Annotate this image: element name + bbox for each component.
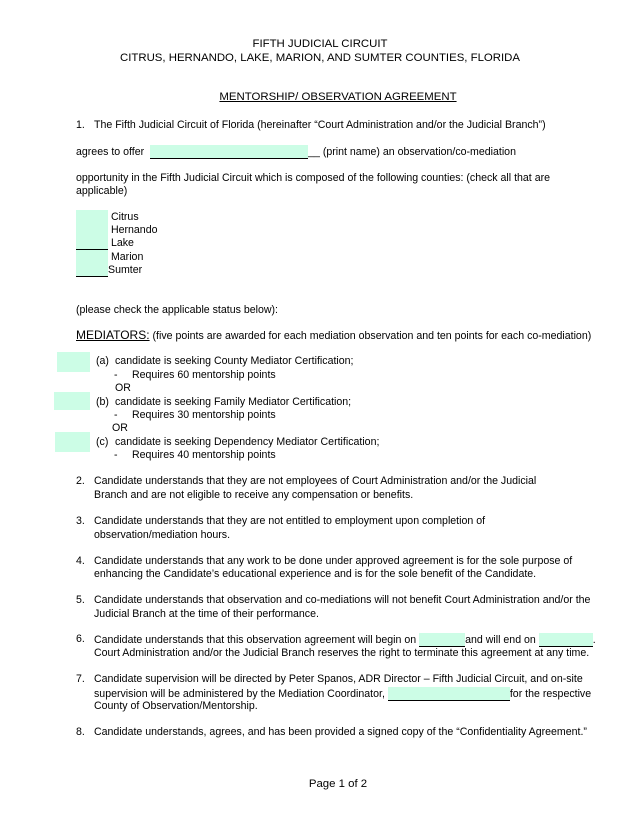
option-a-requirement: Requires 60 mentorship points: [132, 369, 276, 381]
county-row-citrus: [76, 210, 139, 224]
item-7-line3: County of Observation/Mentorship.: [94, 700, 258, 712]
county-row-hernando: [76, 223, 157, 237]
mediators-note: (five points are awarded for each mediation observation and ten points for each co-mediation): [152, 330, 592, 342]
option-b-dash: -: [114, 409, 118, 421]
option-a-text: candidate is seeking County Mediator Certification;: [115, 355, 354, 367]
item-3-line1: Candidate understands that they are not entitled to employment upon completion of: [94, 515, 486, 527]
court-counties: CITRUS, HERNANDO, LAKE, MARION, AND SUMTER COUNTIES, FLORIDA: [120, 52, 520, 64]
candidate-name-field[interactable]: [150, 145, 308, 159]
item-8-text: Candidate understands, agrees, and has been provided a signed copy of the “Confidentiality Agreement.”: [94, 726, 587, 738]
option-c-text: candidate is seeking Dependency Mediator Certification;: [115, 436, 380, 448]
county-label: Hernando: [110, 224, 158, 236]
county-checkbox-hernando[interactable]: [76, 223, 108, 237]
page-number: Page 1 of 2: [308, 778, 368, 790]
item-6-mid: and will end on: [465, 634, 536, 646]
county-checkbox-citrus[interactable]: [76, 210, 108, 224]
county-checkbox-sumter[interactable]: [76, 263, 108, 277]
item-7-line1: Candidate supervision will be directed by Peter Spanos, ADR Director – Fifth Judicial Circuit, and on-site: [94, 673, 583, 685]
item-1-line1: The Fifth Judicial Circuit of Florida (hereinafter “Court Administration and/or the Judicial Branch”): [94, 119, 546, 131]
item-2-number: 2.: [76, 475, 85, 487]
option-b-text: candidate is seeking Family Mediator Certification;: [115, 396, 352, 408]
or-separator: OR: [115, 382, 131, 394]
county-label: Lake: [110, 237, 134, 249]
item-8-number: 8.: [76, 726, 85, 738]
item-7-line2: [94, 687, 591, 701]
item-4-number: 4.: [76, 555, 85, 567]
option-b-requirement: Requires 30 mentorship points: [132, 409, 276, 421]
begin-date-field[interactable]: [419, 633, 465, 647]
agrees-post: (print name) an observation/co-mediation: [322, 146, 516, 158]
item-7-number: 7.: [76, 673, 85, 685]
option-a-dash: -: [114, 369, 118, 381]
item-1-opportunity-line2: applicable): [76, 185, 128, 197]
item-1-number: 1.: [76, 119, 85, 131]
option-c-dash: -: [114, 449, 118, 461]
county-label: Marion: [110, 251, 144, 263]
or-separator: OR: [112, 422, 128, 434]
option-c-letter: (c): [96, 436, 109, 448]
county-row-lake: [76, 236, 134, 250]
mediators-heading: [76, 329, 591, 343]
item-5-number: 5.: [76, 594, 85, 606]
item-4-line2: enhancing the Candidate’s educational experience and is for the sole benefit of the Candidate.: [94, 568, 537, 580]
status-checkbox-county[interactable]: [57, 352, 90, 372]
status-note: (please check the applicable status below):: [76, 304, 278, 316]
item-5-line1: Candidate understands that observation and co-mediations will not benefit Court Administration and/or the: [94, 594, 591, 606]
item-2-line1: Candidate understands that they are not employees of Court Administration and/or the Judicial: [94, 475, 537, 487]
item-3-line2: observation/mediation hours.: [94, 529, 231, 541]
option-a-letter: (a): [96, 355, 109, 367]
item-1-opportunity-line1: opportunity in the Fifth Judicial Circuit which is composed of the following counties: (check all that are: [76, 172, 551, 184]
status-checkbox-dependency[interactable]: [55, 432, 90, 452]
item-6-line1: [94, 633, 596, 647]
item-1-agrees-line: [76, 145, 516, 159]
mediators-label: MEDIATORS:: [76, 328, 150, 342]
option-b-letter: (b): [96, 396, 109, 408]
item-6-pre: Candidate understands that this observation agreement will begin on: [94, 634, 417, 646]
item-6-number: 6.: [76, 633, 85, 645]
agrees-trail: __: [308, 146, 320, 158]
county-checkbox-marion[interactable]: [76, 250, 108, 264]
county-row-marion: [76, 250, 143, 264]
page-title: MENTORSHIP/ OBSERVATION AGREEMENT: [219, 91, 457, 103]
item-7-l2-pre: supervision will be administered by the Mediation Coordinator,: [94, 688, 385, 700]
county-row-sumter: [76, 263, 142, 277]
item-7-l2-post: for the respective: [509, 688, 592, 700]
item-3-number: 3.: [76, 515, 85, 527]
end-date-field[interactable]: [539, 633, 593, 647]
item-6-line2: Court Administration and/or the Judicial Branch reserves the right to terminate this agreement at any time.: [94, 647, 590, 659]
status-checkbox-family[interactable]: [54, 392, 90, 410]
item-2-line2: Branch and are not eligible to receive any compensation or benefits.: [94, 489, 414, 501]
agrees-pre: agrees to offer: [76, 146, 145, 158]
county-checkbox-lake[interactable]: [76, 236, 108, 250]
county-label: Sumter: [108, 264, 143, 276]
item-5-line2: Judicial Branch at the time of their performance.: [94, 608, 319, 620]
item-4-line1: Candidate understands that any work to be done under approved agreement is for the sole purpose of: [94, 555, 573, 567]
item-6-post: .: [592, 634, 596, 646]
option-c-requirement: Requires 40 mentorship points: [132, 449, 276, 461]
court-name: FIFTH JUDICIAL CIRCUIT: [252, 38, 388, 50]
county-label: Citrus: [110, 211, 139, 223]
mediation-coordinator-field[interactable]: [388, 687, 510, 701]
